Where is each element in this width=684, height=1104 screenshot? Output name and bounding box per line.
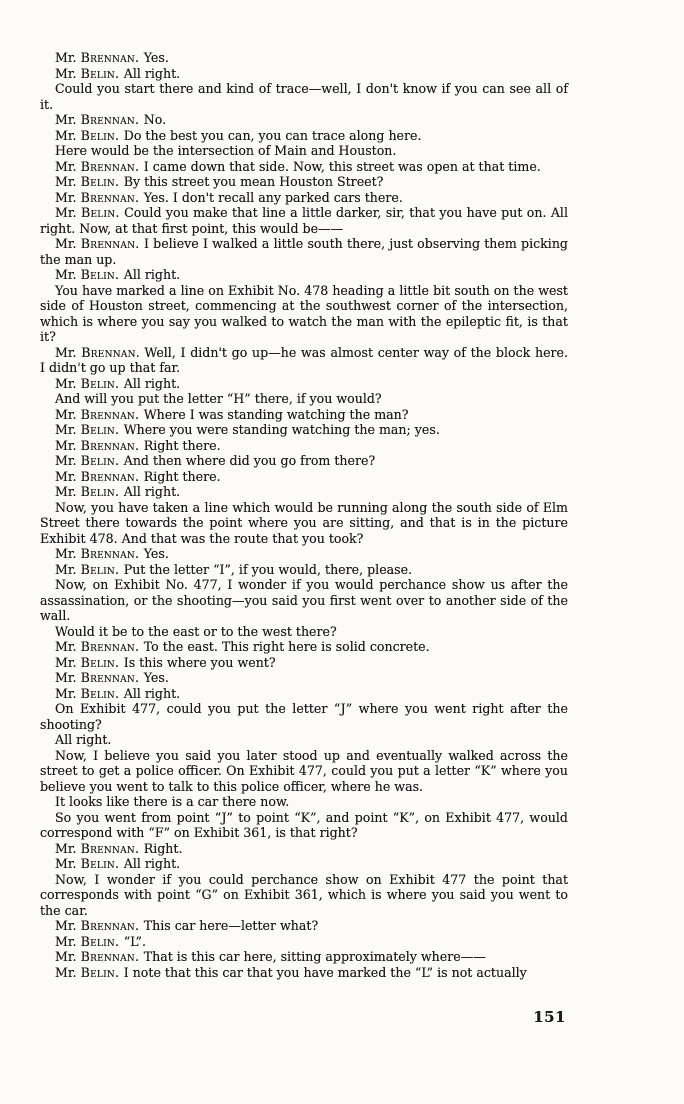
paragraph-text: Could you start there and kind of trace—well, I don't know if you can see all of it. (40, 81, 568, 112)
speaker-name: Belin. (80, 65, 120, 81)
transcript-paragraph (40, 732, 568, 748)
speaker-name: Belin. (80, 561, 120, 577)
speaker-prefix: Mr. (55, 484, 77, 499)
speaker-prefix: Mr. (55, 50, 77, 65)
transcript-paragraph (40, 66, 568, 82)
speaker-name: Brennan. (80, 50, 140, 65)
paragraph-text: All right. (123, 685, 181, 701)
paragraph-text: Yes. (143, 50, 169, 65)
speaker-prefix: Mr. (55, 639, 77, 654)
transcript-paragraph (40, 686, 568, 702)
speaker-prefix: Mr. (55, 840, 77, 856)
speaker-prefix: Mr. (55, 856, 77, 871)
speaker-prefix: Mr. (55, 933, 77, 949)
transcript-paragraph (40, 949, 568, 965)
transcript-paragraph (40, 794, 568, 810)
speaker-prefix: Mr. (55, 964, 77, 980)
speaker-name: Brennan. (80, 112, 140, 127)
transcript-paragraph (40, 500, 568, 547)
paragraph-text: All right. (123, 267, 181, 282)
speaker-prefix: Mr. (55, 685, 77, 701)
speaker-prefix: Mr. (55, 344, 77, 360)
speaker-prefix: Mr. (55, 65, 77, 81)
speaker-prefix: Mr. (55, 453, 77, 468)
paragraph-text: So you went from point “J” to point “K”, and point “K”, on Exhibit 477, would correspond with “F” on Exhibit 361, is that right? (40, 809, 568, 840)
speaker-prefix: Mr. (55, 422, 77, 437)
paragraph-text: All right. (55, 732, 112, 747)
paragraph-text: Now, you have taken a line which would be running along the south side of Elm Street there towards the point where you are sitting, and that is in the picture Exhibit 478. And that was the route that you took? (40, 499, 568, 546)
speaker-name: Belin. (80, 654, 120, 670)
transcript-paragraph (40, 701, 568, 732)
speaker-prefix: Mr. (55, 236, 77, 251)
transcript-paragraph (40, 50, 568, 66)
paragraph-text: By this street you mean Houston Street? (123, 174, 384, 189)
transcript-paragraph (40, 438, 568, 454)
paragraph-text: Where I was standing watching the man? (143, 406, 409, 422)
paragraph-text: Where you were standing watching the man; yes. (123, 422, 440, 437)
transcript-paragraph (40, 934, 568, 950)
speaker-prefix: Mr. (55, 189, 77, 205)
paragraph-text: Is this where you went? (123, 654, 276, 670)
paragraph-text: “L”. (123, 933, 146, 949)
speaker-name: Belin. (80, 267, 120, 282)
speaker-name: Brennan. (80, 670, 140, 685)
paragraph-text: Would it be to the east or to the west there? (55, 623, 337, 639)
transcript-paragraph (40, 965, 568, 981)
speaker-name: Belin. (80, 685, 120, 701)
speaker-prefix: Mr. (55, 670, 77, 685)
speaker-name: Brennan. (80, 468, 140, 484)
speaker-name: Brennan. (80, 158, 140, 174)
speaker-prefix: Mr. (55, 561, 77, 577)
speaker-prefix: Mr. (55, 468, 77, 484)
transcript-paragraph (40, 112, 568, 128)
speaker-name: Brennan. (80, 546, 140, 561)
speaker-prefix: Mr. (55, 546, 77, 561)
paragraph-text: Do the best you can, you can trace along here. (123, 127, 422, 143)
transcript-paragraph (40, 655, 568, 671)
transcript-paragraph (40, 376, 568, 392)
transcript-paragraph (40, 391, 568, 407)
paragraph-text: I note that this car that you have marked the “L” is not actually (123, 964, 527, 980)
transcript-paragraph (40, 841, 568, 857)
paragraph-text: I believe I walked a little south there, just observing them picking the man up. (40, 236, 568, 267)
speaker-name: Brennan. (80, 406, 140, 422)
paragraph-text: Yes. (143, 670, 169, 685)
transcript-paragraph (40, 267, 568, 283)
transcript-paragraph (40, 407, 568, 423)
transcript-paragraph (40, 453, 568, 469)
paragraph-text: All right. (123, 856, 181, 871)
paragraph-text: And then where did you go from there? (123, 453, 376, 468)
transcript-paragraph (40, 143, 568, 159)
transcript-paragraph (40, 128, 568, 144)
paragraph-text: Well, I didn't go up—he was almost center way of the block here. I didn't go up that far. (40, 344, 568, 375)
transcript-paragraph (40, 577, 568, 624)
paragraph-text: Now, I believe you said you later stood up and eventually walked across the street to get a police officer. On Exhibit 477, could you put a letter “K” where you believe you went to talk to this police officer, where he was. (40, 747, 568, 794)
speaker-name: Brennan. (80, 236, 140, 251)
paragraph-text: All right. (123, 65, 181, 81)
transcript-paragraph (40, 190, 568, 206)
speaker-prefix: Mr. (55, 174, 77, 189)
speaker-name: Belin. (80, 964, 120, 980)
speaker-name: Belin. (80, 933, 120, 949)
transcript-paragraph (40, 484, 568, 500)
paragraph-text: You have marked a line on Exhibit No. 478 heading a little bit south on the west side of Houston street, commencing at the southwest corner of the intersection, which is where you say you walked to watch the man with the epileptic fit, is that it? (40, 282, 568, 344)
transcript-paragraph (40, 159, 568, 175)
transcript-paragraph (40, 872, 568, 919)
speaker-name: Belin. (80, 856, 120, 871)
paragraph-text: Could you make that line a little darker, sir, that you have put on. All right. Now, at that first point, this would be—— (40, 205, 568, 236)
speaker-prefix: Mr. (55, 918, 77, 933)
paragraph-text: Yes. (143, 546, 169, 561)
transcript-paragraph (40, 236, 568, 267)
speaker-prefix: Mr. (55, 112, 77, 127)
transcript-paragraph (40, 174, 568, 190)
speaker-name: Belin. (80, 453, 120, 468)
paragraph-text: No. (143, 112, 167, 127)
paragraph-text: Right. (143, 840, 183, 856)
speaker-prefix: Mr. (55, 437, 77, 453)
paragraph-text: That is this car here, sitting approximately where—— (143, 949, 486, 964)
paragraph-text: All right. (123, 484, 181, 499)
transcript-paragraph (40, 918, 568, 934)
transcript-paragraph (40, 810, 568, 841)
paragraph-text: Here would be the intersection of Main and Houston. (55, 143, 397, 158)
transcript-paragraph (40, 624, 568, 640)
speaker-prefix: Mr. (55, 949, 77, 964)
paragraph-text: This car here—letter what? (143, 918, 319, 933)
speaker-name: Brennan. (80, 437, 140, 453)
paragraph-text: I came down that side. Now, this street was open at that time. (143, 158, 541, 174)
speaker-name: Belin. (80, 484, 120, 499)
speaker-prefix: Mr. (55, 127, 77, 143)
transcript-body (40, 50, 568, 980)
speaker-prefix: Mr. (55, 654, 77, 670)
speaker-name: Brennan. (80, 189, 140, 205)
paragraph-text: Right there. (143, 468, 221, 484)
speaker-name: Brennan. (80, 840, 140, 856)
transcript-paragraph (40, 748, 568, 795)
paragraph-text: All right. (123, 375, 181, 391)
paragraph-text: Put the letter “I”, if you would, there, please. (123, 561, 413, 577)
speaker-name: Belin. (80, 375, 120, 391)
paragraph-text: And will you put the letter “H” there, if you would? (55, 391, 382, 406)
speaker-prefix: Mr. (55, 205, 77, 220)
transcript-paragraph (40, 546, 568, 562)
paragraph-text: Yes. I don't recall any parked cars there. (143, 189, 403, 205)
speaker-name: Belin. (80, 422, 120, 437)
speaker-prefix: Mr. (55, 158, 77, 174)
page-number: 151 (533, 1008, 566, 1026)
transcript-paragraph (40, 205, 568, 236)
transcript-paragraph (40, 283, 568, 345)
speaker-prefix: Mr. (55, 406, 77, 422)
paragraph-text: Now, I wonder if you could perchance show on Exhibit 477 the point that corresponds with point “G” on Exhibit 361, which is where you said you went to the car. (40, 871, 568, 918)
speaker-prefix: Mr. (55, 375, 77, 391)
speaker-name: Belin. (80, 205, 120, 220)
transcript-paragraph (40, 345, 568, 376)
paragraph-text: Now, on Exhibit No. 477, I wonder if you would perchance show us after the assassination, or the shooting—you said you first went over to another side of the wall. (40, 577, 568, 623)
speaker-name: Brennan. (80, 949, 140, 964)
transcript-paragraph (40, 422, 568, 438)
transcript-paragraph (40, 670, 568, 686)
speaker-name: Belin. (80, 174, 120, 189)
speaker-name: Brennan. (81, 344, 140, 360)
transcript-paragraph (40, 469, 568, 485)
speaker-prefix: Mr. (55, 267, 77, 282)
transcript-paragraph (40, 81, 568, 112)
transcript-paragraph (40, 856, 568, 872)
paragraph-text: It looks like there is a car there now. (55, 794, 290, 809)
speaker-name: Brennan. (80, 639, 140, 654)
paragraph-text: Right there. (143, 437, 221, 453)
transcript-paragraph (40, 639, 568, 655)
speaker-name: Belin. (80, 127, 120, 143)
paragraph-text: On Exhibit 477, could you put the letter “J” where you went right after the shooting? (40, 701, 568, 732)
transcript-paragraph (40, 562, 568, 578)
paragraph-text: To the east. This right here is solid concrete. (143, 639, 430, 654)
speaker-name: Brennan. (80, 918, 140, 933)
